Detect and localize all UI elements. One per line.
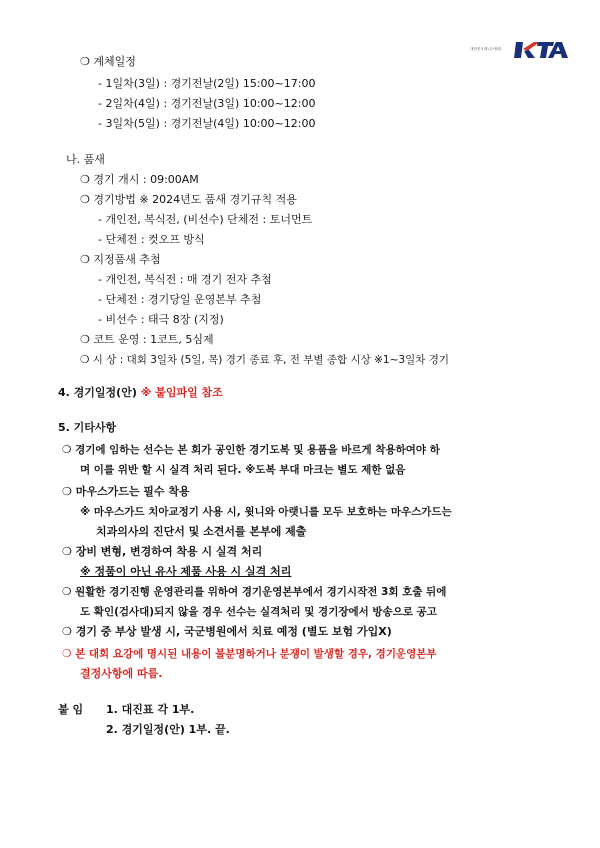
pumsae-method: ❍ 경기방법 ※ 2024년도 품새 경기규칙 적용 — [80, 193, 297, 206]
method-item: - 단체전 : 컷오프 방식 — [98, 233, 205, 246]
etc-item-6: ❍ 본 대회 요강에 명시된 내용이 불분명하거나 분쟁이 발생할 경우, 경기운영본부 — [62, 648, 437, 660]
etc-item-2-note: ※ 마우스가드 치아교정기 사용 시, 윗니와 아랫니를 모두 보호하는 마우스가드는 — [80, 506, 452, 518]
pumsae-court: ❍ 코트 운영 : 1코트, 5심제 — [80, 333, 214, 346]
kta-logo — [470, 38, 570, 64]
schedule-item: - 3일차(5일) : 경기전날(4일) 10:00~12:00 — [98, 117, 316, 130]
method-item: - 개인전, 복식전, (비선수) 단체전 : 토너먼트 — [98, 213, 313, 226]
section5-heading: 5. 기타사항 — [58, 421, 117, 434]
etc-item-3-note: ※ 정품이 아닌 유사 제품 사용 시 실격 처리 — [80, 565, 292, 578]
designated-item: - 개인전, 복식전 : 매 경기 전자 추첨 — [98, 273, 272, 286]
bullet-icon: ❍ — [62, 648, 72, 660]
bullet-icon: ❍ — [80, 173, 90, 186]
bullet-icon: ❍ — [80, 253, 90, 266]
etc-item-5: ❍ 경기 중 부상 발생 시, 국군병원에서 치료 예정 (별도 보험 가입X) — [62, 625, 392, 638]
bullet-icon: ❍ — [80, 333, 90, 346]
etc-item-6-cont: 결정사항에 따름. — [80, 667, 163, 680]
bullet-icon: ❍ — [80, 193, 90, 206]
schedule-title: ❍ 계체일정 — [80, 55, 136, 68]
pumsae-designated: ❍ 지정품새 추첨 — [80, 253, 161, 266]
bullet-icon: ❍ — [62, 444, 72, 456]
section4-note: ※ 붙임파일 참조 — [140, 386, 223, 399]
designated-item: - 단체전 : 경기당일 운영본부 추첨 — [98, 293, 262, 306]
attachment-label: 붙 임 — [58, 703, 84, 716]
bullet-icon: ❍ — [80, 55, 90, 68]
bullet-icon: ❍ — [62, 586, 72, 598]
etc-item-1: ❍ 경기에 임하는 선수는 본 회가 공인한 경기도복 및 용품을 바르게 착용하여야 하 — [62, 444, 440, 456]
schedule-item: - 2일차(4일) : 경기전날(3일) 10:00~12:00 — [98, 97, 316, 110]
etc-item-3: ❍ 장비 변형, 변경하여 착용 시 실격 처리 — [62, 545, 263, 558]
section4-heading: 4. 경기일정(안) ※ 붙임파일 참조 — [58, 386, 223, 399]
etc-item-1-cont: 며 이를 위반 할 시 실격 처리 된다. ※도복 부대 마크는 별도 제한 없음 — [80, 464, 406, 476]
logo-small-text: 대한민국테니스협회 — [470, 47, 502, 51]
bullet-icon: ❍ — [62, 485, 72, 498]
schedule-item: - 1일차(3일) : 경기전날(2일) 15:00~17:00 — [98, 77, 316, 90]
pumsae-award: ❍ 시 상 : 대회 3일차 (5일, 목) 경기 종료 후, 전 부별 종합 시상 ※1~3일차 경기 — [80, 354, 449, 366]
etc-item-2-note-cont: 치과의사의 진단서 및 소견서를 본부에 제출 — [96, 525, 307, 538]
attachment-item-2: 2. 경기일정(안) 1부. 끝. — [106, 723, 230, 736]
kta-logo-icon — [510, 38, 570, 62]
bullet-icon: ❍ — [62, 625, 72, 638]
etc-item-2: ❍ 마우스가드는 필수 착용 — [62, 485, 190, 498]
etc-item-4-cont: 도 확인(검사대)되지 않을 경우 선수는 실격처리 및 경기장에서 방송으로 공고 — [80, 606, 437, 618]
etc-item-4: ❍ 원활한 경기진행 운영관리를 위하여 경기운영본부에서 경기시작전 3회 호출 뒤에 — [62, 586, 447, 598]
designated-item: - 비선수 : 태극 8장 (지정) — [98, 313, 224, 326]
pumsae-heading: 나. 품새 — [66, 153, 105, 166]
bullet-icon: ❍ — [80, 354, 90, 366]
attachment-item-1: 1. 대진표 각 1부. — [106, 703, 195, 716]
pumsae-start: ❍ 경기 개시 : 09:00AM — [80, 173, 199, 186]
bullet-icon: ❍ — [62, 545, 72, 558]
